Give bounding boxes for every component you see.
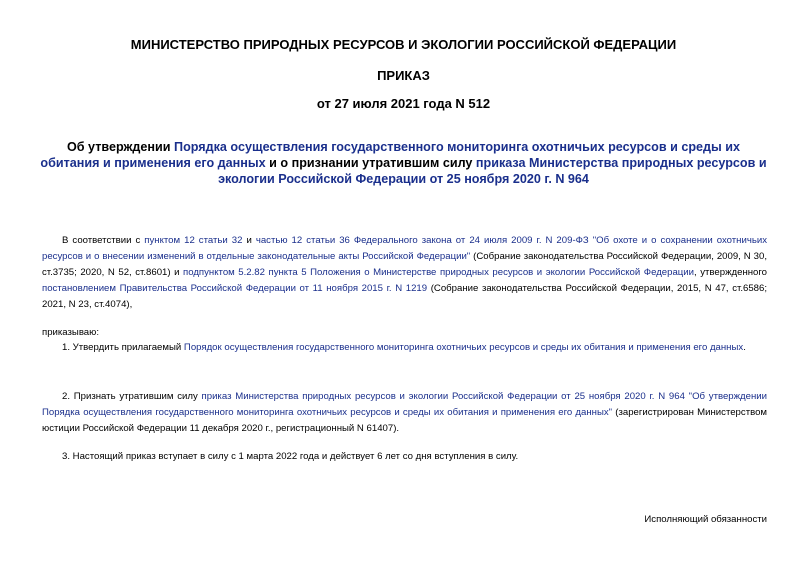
link-order-964[interactable]: приказ Министерства природных ресурсов и экологии Российской Федерации от 25 ноября 2020 г. N 964 "Об утверждении Порядка осуществления государственного мониторинга охотничьих ресурсов и среды их обитания и применения его данных" — [42, 391, 768, 418]
preamble-text: , утвержденного — [694, 267, 767, 278]
order-item-1 — [42, 340, 767, 356]
link-government-decree-1219[interactable]: постановлением Правительства Российской Федерации от 11 ноября 2015 г. N 1219 — [42, 283, 428, 294]
preamble-paragraph — [42, 233, 767, 313]
order-word-text: приказываю: — [42, 327, 100, 338]
document-type: ПРИКАЗ — [377, 68, 430, 83]
link-procedure[interactable]: Порядок осуществления государственного мониторинга охотничьих ресурсов и среды их обитания и применения его данных — [183, 342, 744, 353]
item3-text: 3. Настоящий приказ вступает в силу с 1 марта 2022 года и действует 6 лет со дня вступления в силу. — [62, 451, 519, 462]
link-federal-law-209[interactable]: частью 12 статьи 36 Федерального закона от 24 июля 2009 г. N 209-ФЗ "Об охоте и о сохранении охотничьих ресурсов и о внесении изменений в отдельные законодательные акты Российской Федерации" — [42, 235, 767, 262]
item2-text: (зарегистрирован Министерством юстиции Российской Федерации 11 декабря 2020 г., регистрационный N 61407). — [42, 407, 768, 434]
title-text: Об утверждении — [66, 140, 175, 154]
preamble-text: (Собрание законодательства Российской Федерации, 2009, N 30, ст.3735; 2020, N 52, ст.8601) и — [42, 251, 768, 278]
link-article-32[interactable]: пунктом 12 статьи 32 — [144, 235, 243, 246]
title-link-order-964[interactable]: приказа Министерства природных ресурсов и экологии Российской Федерации от 25 ноября 2020 г. N 964 — [218, 156, 767, 186]
signature-position: Исполняющий обязанности — [644, 514, 767, 525]
preamble-text: В соответствии с — [62, 235, 145, 246]
item1-text: . — [743, 342, 746, 353]
title-link-procedure[interactable]: Порядка осуществления государственного мониторинга охотничьих ресурсов и среды их обитания и применения его данных — [40, 140, 741, 170]
document-title — [40, 139, 767, 187]
document-date: от 27 июля 2021 года N 512 — [316, 96, 491, 111]
order-item-3 — [42, 449, 767, 465]
ministry-name: МИНИСТЕРСТВО ПРИРОДНЫХ РЕСУРСОВ И ЭКОЛОГИИ РОССИЙСКОЙ ФЕДЕРАЦИИ — [130, 37, 677, 52]
link-ministry-regulation[interactable]: подпунктом 5.2.82 пункта 5 Положения о Министерстве природных ресурсов и экологии Российской Федерации — [183, 267, 695, 278]
item1-text: 1. Утвердить прилагаемый — [62, 342, 184, 353]
order-word — [42, 325, 767, 341]
item2-text: 2. Признать утратившим силу — [62, 391, 202, 402]
preamble-text: (Собрание законодательства Российской Федерации, 2015, N 47, ст.6586; 2021, N 23, ст.4074), — [42, 283, 767, 310]
order-item-2 — [42, 389, 767, 437]
title-text: и о признании утратившим силу — [265, 156, 476, 170]
preamble-text: и — [242, 235, 256, 246]
